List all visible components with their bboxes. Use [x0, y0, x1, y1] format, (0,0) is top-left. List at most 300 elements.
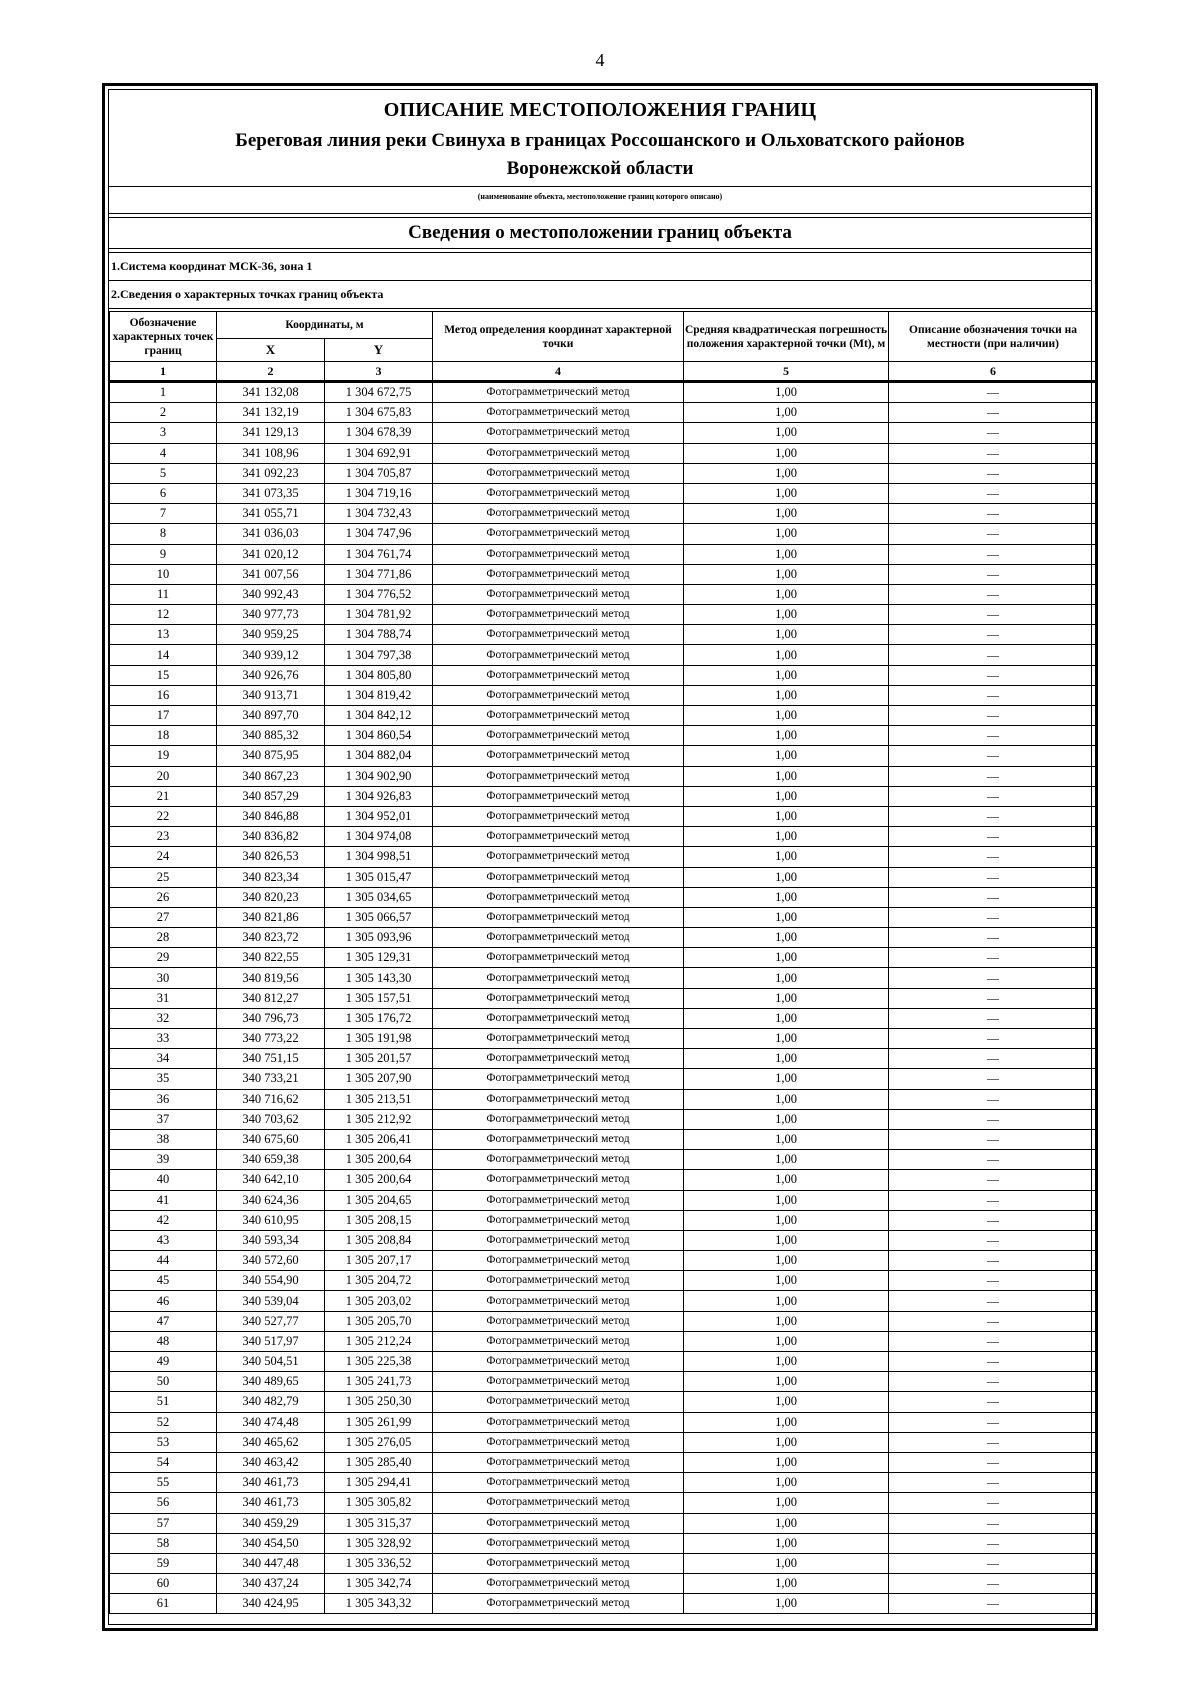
method-cell: Фотограмметрический метод	[433, 1412, 684, 1432]
description-cell: —	[889, 867, 1098, 887]
x-coordinate-cell: 340 819,56	[217, 968, 325, 988]
error-cell: 1,00	[684, 827, 889, 847]
point-id-cell: 12	[110, 605, 217, 625]
table-row	[110, 1291, 1098, 1311]
method-cell: Фотограмметрический метод	[433, 1473, 684, 1493]
method-cell: Фотограмметрический метод	[433, 1150, 684, 1170]
y-coordinate-cell: 1 305 328,92	[325, 1533, 433, 1553]
table-row	[110, 645, 1098, 665]
table-row	[110, 1533, 1098, 1553]
x-coordinate-cell: 340 867,23	[217, 766, 325, 786]
x-coordinate-cell: 340 897,70	[217, 706, 325, 726]
x-coordinate-cell: 340 572,60	[217, 1251, 325, 1271]
point-id-cell: 11	[110, 584, 217, 604]
description-cell: —	[889, 524, 1098, 544]
error-cell: 1,00	[684, 625, 889, 645]
point-id-cell: 13	[110, 625, 217, 645]
y-coordinate-cell: 1 305 225,38	[325, 1352, 433, 1372]
description-cell: —	[889, 605, 1098, 625]
method-cell: Фотограмметрический метод	[433, 1251, 684, 1271]
x-coordinate-cell: 341 129,13	[217, 423, 325, 443]
point-id-cell: 26	[110, 887, 217, 907]
table-row	[110, 1069, 1098, 1089]
table-row	[110, 1190, 1098, 1210]
table-row	[110, 1089, 1098, 1109]
x-coordinate-cell: 341 132,19	[217, 403, 325, 423]
x-coordinate-cell: 341 007,56	[217, 564, 325, 584]
document-frame	[102, 83, 1098, 1631]
y-coordinate-cell: 1 305 207,90	[325, 1069, 433, 1089]
table-row	[110, 403, 1098, 423]
error-cell: 1,00	[684, 746, 889, 766]
point-id-cell: 27	[110, 907, 217, 927]
method-cell: Фотограмметрический метод	[433, 423, 684, 443]
column-number: 5	[684, 362, 889, 382]
x-coordinate-cell: 340 820,23	[217, 887, 325, 907]
description-cell: —	[889, 1513, 1098, 1533]
method-cell: Фотограмметрический метод	[433, 1129, 684, 1149]
error-cell: 1,00	[684, 1251, 889, 1271]
point-id-cell: 6	[110, 483, 217, 503]
point-id-cell: 50	[110, 1372, 217, 1392]
table-row	[110, 766, 1098, 786]
error-cell: 1,00	[684, 1432, 889, 1452]
method-cell: Фотограмметрический метод	[433, 1513, 684, 1533]
y-coordinate-cell: 1 305 336,52	[325, 1553, 433, 1573]
point-id-cell: 49	[110, 1352, 217, 1372]
table-row	[110, 746, 1098, 766]
method-cell: Фотограмметрический метод	[433, 847, 684, 867]
x-coordinate-cell: 340 554,90	[217, 1271, 325, 1291]
description-cell: —	[889, 1251, 1098, 1271]
table-row	[110, 1210, 1098, 1230]
point-id-cell: 7	[110, 504, 217, 524]
point-id-cell: 16	[110, 685, 217, 705]
point-id-cell: 33	[110, 1029, 217, 1049]
description-cell: —	[889, 544, 1098, 564]
y-coordinate-cell: 1 305 213,51	[325, 1089, 433, 1109]
description-cell: —	[889, 1089, 1098, 1109]
y-coordinate-cell: 1 304 776,52	[325, 584, 433, 604]
x-coordinate-cell: 340 474,48	[217, 1412, 325, 1432]
method-cell: Фотограмметрический метод	[433, 1493, 684, 1513]
x-coordinate-cell: 341 108,96	[217, 443, 325, 463]
error-cell: 1,00	[684, 806, 889, 826]
error-cell: 1,00	[684, 1210, 889, 1230]
method-cell: Фотограмметрический метод	[433, 645, 684, 665]
method-cell: Фотограмметрический метод	[433, 1210, 684, 1230]
description-cell: —	[889, 443, 1098, 463]
table-row	[110, 564, 1098, 584]
y-coordinate-cell: 1 305 261,99	[325, 1412, 433, 1432]
point-id-cell: 42	[110, 1210, 217, 1230]
description-cell: —	[889, 1190, 1098, 1210]
point-id-cell: 28	[110, 928, 217, 948]
error-cell: 1,00	[684, 524, 889, 544]
x-coordinate-cell: 341 055,71	[217, 504, 325, 524]
x-coordinate-cell: 340 823,34	[217, 867, 325, 887]
y-coordinate-cell: 1 305 207,17	[325, 1251, 433, 1271]
error-cell: 1,00	[684, 1574, 889, 1594]
y-coordinate-cell: 1 305 200,64	[325, 1150, 433, 1170]
point-id-cell: 43	[110, 1230, 217, 1250]
error-cell: 1,00	[684, 564, 889, 584]
error-cell: 1,00	[684, 605, 889, 625]
y-coordinate-cell: 1 305 093,96	[325, 928, 433, 948]
error-cell: 1,00	[684, 1412, 889, 1432]
description-cell: —	[889, 746, 1098, 766]
point-id-cell: 41	[110, 1190, 217, 1210]
table-row	[110, 726, 1098, 746]
point-id-cell: 22	[110, 806, 217, 826]
method-cell: Фотограмметрический метод	[433, 1452, 684, 1472]
error-cell: 1,00	[684, 1089, 889, 1109]
error-cell: 1,00	[684, 1190, 889, 1210]
header-block	[109, 90, 1091, 187]
table-row	[110, 847, 1098, 867]
table-row	[110, 1029, 1098, 1049]
header-point-id: Обозначение характерных точек границ	[110, 312, 217, 362]
column-number: 2	[217, 362, 325, 382]
x-coordinate-cell: 341 073,35	[217, 483, 325, 503]
error-cell: 1,00	[684, 645, 889, 665]
y-coordinate-cell: 1 305 201,57	[325, 1049, 433, 1069]
description-cell: —	[889, 1029, 1098, 1049]
point-id-cell: 10	[110, 564, 217, 584]
method-cell: Фотограмметрический метод	[433, 625, 684, 645]
description-cell: —	[889, 564, 1098, 584]
table-row	[110, 948, 1098, 968]
error-cell: 1,00	[684, 1311, 889, 1331]
y-coordinate-cell: 1 305 241,73	[325, 1372, 433, 1392]
description-cell: —	[889, 988, 1098, 1008]
description-cell: —	[889, 685, 1098, 705]
point-id-cell: 14	[110, 645, 217, 665]
error-cell: 1,00	[684, 1493, 889, 1513]
description-cell: —	[889, 887, 1098, 907]
description-cell: —	[889, 928, 1098, 948]
y-coordinate-cell: 1 304 805,80	[325, 665, 433, 685]
description-cell: —	[889, 786, 1098, 806]
x-coordinate-cell: 340 703,62	[217, 1109, 325, 1129]
y-coordinate-cell: 1 304 771,86	[325, 564, 433, 584]
x-coordinate-cell: 340 517,97	[217, 1331, 325, 1351]
table-row	[110, 1311, 1098, 1331]
error-cell: 1,00	[684, 968, 889, 988]
x-coordinate-cell: 340 504,51	[217, 1352, 325, 1372]
y-coordinate-cell: 1 304 788,74	[325, 625, 433, 645]
description-cell: —	[889, 1331, 1098, 1351]
y-coordinate-cell: 1 304 747,96	[325, 524, 433, 544]
x-coordinate-cell: 340 716,62	[217, 1089, 325, 1109]
error-cell: 1,00	[684, 544, 889, 564]
method-cell: Фотограмметрический метод	[433, 1594, 684, 1614]
description-cell: —	[889, 948, 1098, 968]
error-cell: 1,00	[684, 1150, 889, 1170]
description-cell: —	[889, 1129, 1098, 1149]
x-coordinate-cell: 340 826,53	[217, 847, 325, 867]
method-cell: Фотограмметрический метод	[433, 1432, 684, 1452]
point-id-cell: 53	[110, 1432, 217, 1452]
method-cell: Фотограмметрический метод	[433, 544, 684, 564]
description-cell: —	[889, 1533, 1098, 1553]
x-coordinate-cell: 340 977,73	[217, 605, 325, 625]
column-number: 4	[433, 362, 684, 382]
description-cell: —	[889, 645, 1098, 665]
y-coordinate-cell: 1 305 212,24	[325, 1331, 433, 1351]
description-cell: —	[889, 1271, 1098, 1291]
description-cell: —	[889, 1150, 1098, 1170]
table-row	[110, 827, 1098, 847]
error-cell: 1,00	[684, 382, 889, 403]
error-cell: 1,00	[684, 786, 889, 806]
column-number: 6	[889, 362, 1098, 382]
error-cell: 1,00	[684, 1473, 889, 1493]
error-cell: 1,00	[684, 887, 889, 907]
x-coordinate-cell: 340 454,50	[217, 1533, 325, 1553]
y-coordinate-cell: 1 305 200,64	[325, 1170, 433, 1190]
method-cell: Фотограмметрический метод	[433, 746, 684, 766]
method-cell: Фотограмметрический метод	[433, 1553, 684, 1573]
table-row	[110, 1513, 1098, 1533]
y-coordinate-cell: 1 305 205,70	[325, 1311, 433, 1331]
description-cell: —	[889, 1291, 1098, 1311]
table-row	[110, 685, 1098, 705]
point-id-cell: 2	[110, 403, 217, 423]
y-coordinate-cell: 1 305 143,30	[325, 968, 433, 988]
point-id-cell: 15	[110, 665, 217, 685]
x-coordinate-cell: 340 482,79	[217, 1392, 325, 1412]
table-row	[110, 1372, 1098, 1392]
method-cell: Фотограмметрический метод	[433, 988, 684, 1008]
description-cell: —	[889, 1493, 1098, 1513]
x-coordinate-cell: 340 463,42	[217, 1452, 325, 1472]
description-cell: —	[889, 1372, 1098, 1392]
table-row	[110, 423, 1098, 443]
table-row	[110, 1129, 1098, 1149]
description-cell: —	[889, 706, 1098, 726]
description-cell: —	[889, 968, 1098, 988]
coord-system-info: 1.Система координат МСК-36, зона 1	[109, 253, 1091, 281]
table-row	[110, 1392, 1098, 1412]
point-id-cell: 32	[110, 1008, 217, 1028]
error-cell: 1,00	[684, 1069, 889, 1089]
error-cell: 1,00	[684, 1533, 889, 1553]
x-coordinate-cell: 340 659,38	[217, 1150, 325, 1170]
point-id-cell: 51	[110, 1392, 217, 1412]
y-coordinate-cell: 1 304 926,83	[325, 786, 433, 806]
header-x: X	[217, 339, 325, 362]
y-coordinate-cell: 1 304 797,38	[325, 645, 433, 665]
error-cell: 1,00	[684, 867, 889, 887]
point-id-cell: 31	[110, 988, 217, 1008]
y-coordinate-cell: 1 304 705,87	[325, 463, 433, 483]
page-number: 4	[595, 50, 605, 70]
point-id-cell: 17	[110, 706, 217, 726]
method-cell: Фотограмметрический метод	[433, 1392, 684, 1412]
document-title: ОПИСАНИЕ МЕСТОПОЛОЖЕНИЯ ГРАНИЦ	[383, 99, 817, 121]
point-id-cell: 20	[110, 766, 217, 786]
method-cell: Фотограмметрический метод	[433, 1574, 684, 1594]
error-cell: 1,00	[684, 1170, 889, 1190]
method-cell: Фотограмметрический метод	[433, 1331, 684, 1351]
method-cell: Фотограмметрический метод	[433, 443, 684, 463]
table-row	[110, 1432, 1098, 1452]
point-id-cell: 54	[110, 1452, 217, 1472]
table-row	[110, 544, 1098, 564]
description-cell: —	[889, 806, 1098, 826]
description-cell: —	[889, 1432, 1098, 1452]
y-coordinate-cell: 1 305 129,31	[325, 948, 433, 968]
y-coordinate-cell: 1 305 015,47	[325, 867, 433, 887]
y-coordinate-cell: 1 305 315,37	[325, 1513, 433, 1533]
error-cell: 1,00	[684, 1352, 889, 1372]
x-coordinate-cell: 340 489,65	[217, 1372, 325, 1392]
description-cell: —	[889, 1594, 1098, 1614]
y-coordinate-cell: 1 304 781,92	[325, 605, 433, 625]
x-coordinate-cell: 340 610,95	[217, 1210, 325, 1230]
table-row	[110, 1412, 1098, 1432]
table-row	[110, 1109, 1098, 1129]
y-coordinate-cell: 1 305 276,05	[325, 1432, 433, 1452]
method-cell: Фотограмметрический метод	[433, 887, 684, 907]
point-id-cell: 56	[110, 1493, 217, 1513]
y-coordinate-cell: 1 305 342,74	[325, 1574, 433, 1594]
method-cell: Фотограмметрический метод	[433, 1533, 684, 1553]
error-cell: 1,00	[684, 928, 889, 948]
method-cell: Фотограмметрический метод	[433, 928, 684, 948]
method-cell: Фотограмметрический метод	[433, 1190, 684, 1210]
x-coordinate-cell: 340 822,55	[217, 948, 325, 968]
description-cell: —	[889, 1109, 1098, 1129]
x-coordinate-cell: 341 036,03	[217, 524, 325, 544]
description-cell: —	[889, 1452, 1098, 1472]
y-coordinate-cell: 1 305 285,40	[325, 1452, 433, 1472]
error-cell: 1,00	[684, 1008, 889, 1028]
point-id-cell: 46	[110, 1291, 217, 1311]
y-coordinate-cell: 1 305 212,92	[325, 1109, 433, 1129]
y-coordinate-cell: 1 304 678,39	[325, 423, 433, 443]
y-coordinate-cell: 1 305 294,41	[325, 1473, 433, 1493]
x-coordinate-cell: 340 823,72	[217, 928, 325, 948]
x-coordinate-cell: 340 751,15	[217, 1049, 325, 1069]
x-coordinate-cell: 340 846,88	[217, 806, 325, 826]
description-cell: —	[889, 382, 1098, 403]
table-row	[110, 504, 1098, 524]
x-coordinate-cell: 340 913,71	[217, 685, 325, 705]
y-coordinate-cell: 1 305 206,41	[325, 1129, 433, 1149]
points-table	[109, 311, 1098, 1614]
point-id-cell: 44	[110, 1251, 217, 1271]
section-title: Сведения о местоположении границ объекта	[109, 218, 1091, 249]
x-coordinate-cell: 341 092,23	[217, 463, 325, 483]
point-id-cell: 5	[110, 463, 217, 483]
table-row	[110, 907, 1098, 927]
points-table-body	[110, 382, 1098, 1614]
method-cell: Фотограмметрический метод	[433, 706, 684, 726]
table-row	[110, 1574, 1098, 1594]
error-cell: 1,00	[684, 766, 889, 786]
x-coordinate-cell: 340 857,29	[217, 786, 325, 806]
method-cell: Фотограмметрический метод	[433, 1069, 684, 1089]
description-cell: —	[889, 665, 1098, 685]
method-cell: Фотограмметрический метод	[433, 907, 684, 927]
x-coordinate-cell: 340 447,48	[217, 1553, 325, 1573]
method-cell: Фотограмметрический метод	[433, 1008, 684, 1028]
point-id-cell: 38	[110, 1129, 217, 1149]
table-row	[110, 483, 1098, 503]
table-row	[110, 706, 1098, 726]
x-coordinate-cell: 340 939,12	[217, 645, 325, 665]
method-cell: Фотограмметрический метод	[433, 1352, 684, 1372]
points-info: 2.Сведения о характерных точках границ объекта	[109, 281, 1091, 309]
x-coordinate-cell: 340 461,73	[217, 1473, 325, 1493]
point-id-cell: 18	[110, 726, 217, 746]
point-id-cell: 59	[110, 1553, 217, 1573]
error-cell: 1,00	[684, 1029, 889, 1049]
error-cell: 1,00	[684, 483, 889, 503]
object-name	[109, 127, 1091, 183]
point-id-cell: 3	[110, 423, 217, 443]
method-cell: Фотограмметрический метод	[433, 483, 684, 503]
error-cell: 1,00	[684, 726, 889, 746]
table-row	[110, 443, 1098, 463]
table-row	[110, 1331, 1098, 1351]
header-error: Средняя квадратическая погрешность положения характерной точки (Mt), м	[684, 312, 889, 362]
point-id-cell: 21	[110, 786, 217, 806]
description-cell: —	[889, 1553, 1098, 1573]
method-cell: Фотограмметрический метод	[433, 1089, 684, 1109]
table-row	[110, 1352, 1098, 1372]
method-cell: Фотограмметрический метод	[433, 665, 684, 685]
y-coordinate-cell: 1 304 675,83	[325, 403, 433, 423]
error-cell: 1,00	[684, 403, 889, 423]
y-coordinate-cell: 1 305 204,65	[325, 1190, 433, 1210]
method-cell: Фотограмметрический метод	[433, 1230, 684, 1250]
x-coordinate-cell: 340 733,21	[217, 1069, 325, 1089]
y-coordinate-cell: 1 304 719,16	[325, 483, 433, 503]
method-cell: Фотограмметрический метод	[433, 968, 684, 988]
description-cell: —	[889, 463, 1098, 483]
table-row	[110, 625, 1098, 645]
x-coordinate-cell: 340 527,77	[217, 1311, 325, 1331]
y-coordinate-cell: 1 304 842,12	[325, 706, 433, 726]
y-coordinate-cell: 1 304 819,42	[325, 685, 433, 705]
method-cell: Фотограмметрический метод	[433, 584, 684, 604]
y-coordinate-cell: 1 305 305,82	[325, 1493, 433, 1513]
error-cell: 1,00	[684, 988, 889, 1008]
table-row	[110, 1452, 1098, 1472]
y-coordinate-cell: 1 305 034,65	[325, 887, 433, 907]
description-cell: —	[889, 1049, 1098, 1069]
y-coordinate-cell: 1 305 203,02	[325, 1291, 433, 1311]
x-coordinate-cell: 340 461,73	[217, 1493, 325, 1513]
method-cell: Фотограмметрический метод	[433, 1291, 684, 1311]
point-id-cell: 61	[110, 1594, 217, 1614]
document-content	[108, 89, 1092, 1625]
error-cell: 1,00	[684, 443, 889, 463]
y-coordinate-cell: 1 304 692,91	[325, 443, 433, 463]
description-cell: —	[889, 827, 1098, 847]
error-cell: 1,00	[684, 504, 889, 524]
description-cell: —	[889, 766, 1098, 786]
y-coordinate-cell: 1 304 952,01	[325, 806, 433, 826]
x-coordinate-cell: 340 885,32	[217, 726, 325, 746]
error-cell: 1,00	[684, 1392, 889, 1412]
method-cell: Фотограмметрический метод	[433, 564, 684, 584]
object-name-line1: Береговая линия реки Свинуха в границах Россошанского и Ольховатского районов	[235, 130, 965, 151]
table-row	[110, 665, 1098, 685]
